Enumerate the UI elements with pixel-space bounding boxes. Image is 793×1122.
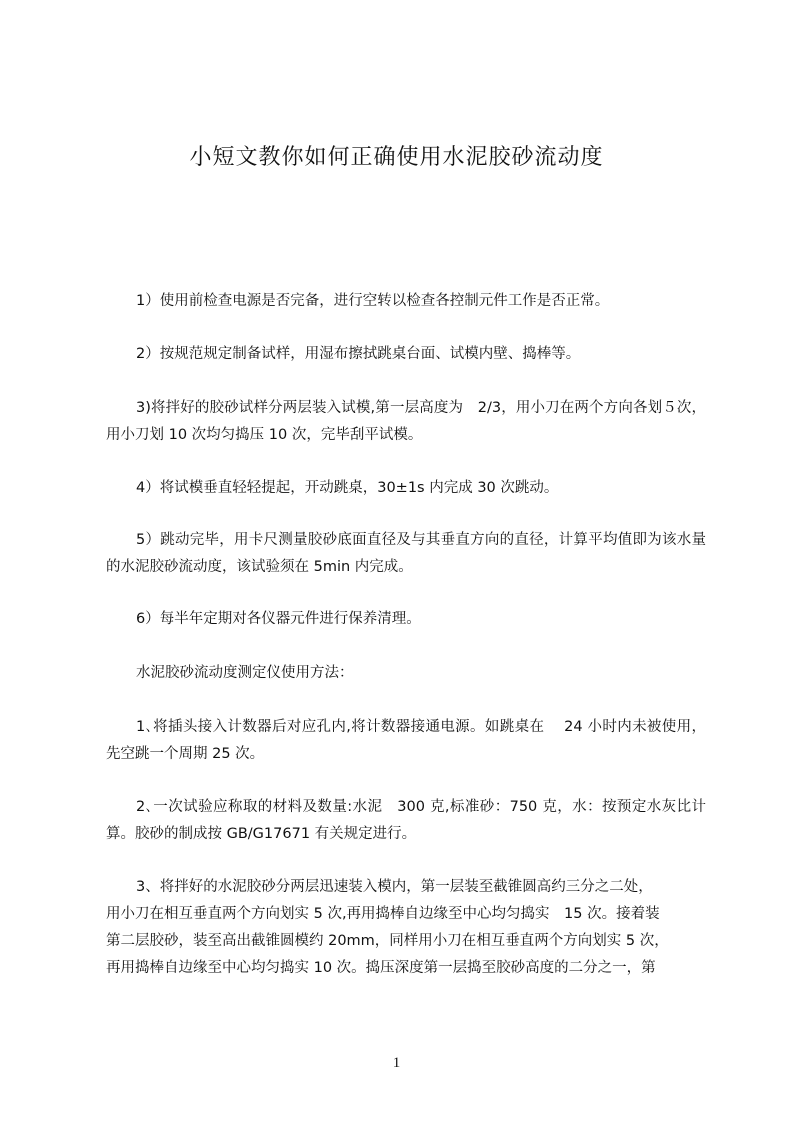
paragraph-5: 5）跳动完毕，用卡尺测量胶砂底面直径及与其垂直方向的直径，计算平均值即为该水量的水泥胶砂流动度，该试验须在 5min 内完成。 [106, 532, 706, 575]
paragraph-6: 6）每半年定期对各仪器元件进行保养清理。 [136, 611, 421, 627]
paragraph-10-line-4: 再用捣棒自边缘至中心均匀捣实 10 次。捣压深度第一层捣至胶砂高度的二分之一，第 [106, 960, 656, 976]
paragraph-10 [106, 874, 706, 982]
paragraph-4: 4）将试模垂直轻轻提起，开动跳桌，30±1s 内完成 30 次跳动。 [136, 480, 559, 496]
document-title: 小短文教你如何正确使用水泥胶砂流动度 [189, 145, 604, 170]
paragraph-8: 1､将插头接入计数器后对应孔内,将计数器接通电源。如跳桌在 24 小时内未被使用，先空跳一个周期 25 次。 [106, 719, 706, 762]
paragraph-10-line-1: 3、将拌好的水泥胶砂分两层迅速装入模内，第一层装至截锥圆高约三分之二处， [136, 879, 653, 895]
page-number: 1 [392, 1055, 401, 1071]
paragraph-7: 水泥胶砂流动度测定仪使用方法： [136, 665, 354, 681]
paragraph-2: 2）按规范规定制备试样，用湿布擦拭跳桌台面、试模内壁、捣棒等。 [136, 346, 581, 362]
paragraph-9: 2､一次试验应称取的材料及数量:水泥 300 克,标准砂：750 克，水：按预定水灰比计算。胶砂的制成按 GB/G17671 有关规定进行。 [106, 799, 706, 842]
paragraph-10-line-2: 用小刀在相互垂直两个方向划实 5 次,再用捣棒自边缘至中心均匀捣实 15 次。接着装 [106, 906, 660, 922]
paragraph-1: 1）使用前检查电源是否完备，进行空转以检查各控制元件工作是否正常。 [136, 293, 610, 309]
paragraph-10-line-3: 第二层胶砂，装至高出截锥圆模约 20mm，同样用小刀在相互垂直两个方向划实 5 次， [106, 933, 669, 949]
paragraph-3: 3)将拌好的胶砂试样分两层装入试模,第一层高度为 2/3，用小刀在两个方向各划５次，用小刀划 10 次均匀捣压 10 次，完毕刮平试模。 [106, 400, 706, 443]
